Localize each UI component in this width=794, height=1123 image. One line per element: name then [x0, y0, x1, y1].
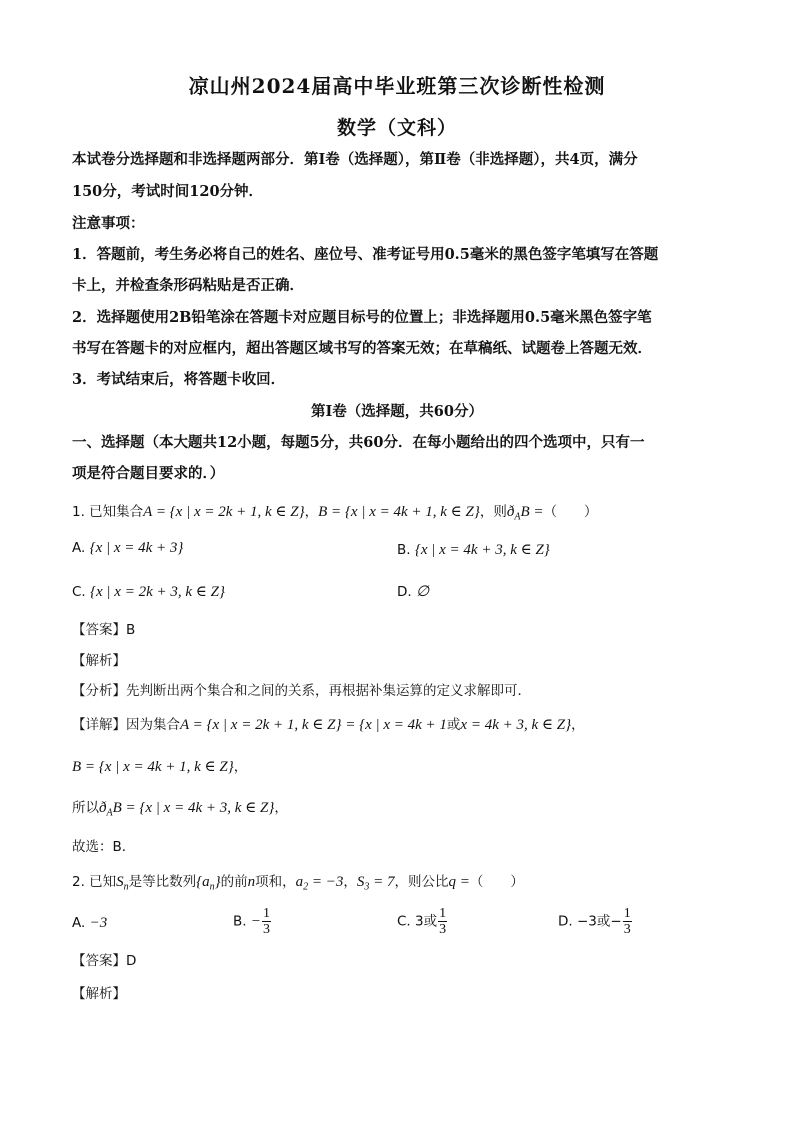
q1-complement-b: B = — [520, 504, 544, 520]
q2-sep: ， — [343, 874, 357, 890]
question-2-stem — [72, 872, 727, 898]
q1-detail-line-2 — [72, 757, 727, 777]
q2-n: n — [247, 874, 256, 890]
q1-answer: 【答案】B — [72, 622, 136, 638]
q2-option-c — [397, 906, 448, 937]
notice-1a: 1．答题前，考生务必将自己的姓名、座位号、准考证号用0.5毫米的黑色签字笔填写在答题 — [72, 246, 659, 263]
q1-option-a-text: {x | x = 4k + 3} — [89, 540, 184, 556]
q2-s3-sub: 3 — [364, 881, 370, 893]
q2-option-b-den: 3 — [262, 922, 270, 937]
q2-option-c-den: 3 — [439, 922, 447, 937]
q1-sep: ， — [304, 504, 319, 520]
q2-a2-sub: 2 — [303, 881, 309, 893]
q1-option-b — [397, 540, 550, 559]
q1-option-b-text: {x | x = 4k + 3, k ∈ Z} — [414, 542, 550, 558]
intro-line-1: 本试卷分选择题和非选择题两部分．第Ⅰ卷（选择题），第Ⅱ卷（非选择题），共4页，满分 — [72, 151, 638, 168]
q2-an: {a — [196, 874, 210, 890]
q2-analysis-title: 【解析】 — [72, 986, 126, 1002]
q1-detail1-text: 因为集合 — [126, 717, 180, 733]
q2-q: q = — [448, 874, 470, 890]
q2-an-close: } — [214, 874, 221, 890]
notice-title: 注意事项： — [72, 215, 145, 232]
section-heading-a: 一、选择题（本大题共12小题，每题5分，共60分．在每小题给出的四个选项中，只有一 — [72, 434, 645, 451]
q1-detail-line-3 — [72, 798, 727, 824]
q2-option-d-label: D. — [558, 913, 573, 930]
q2-mid2: 的前 — [220, 874, 248, 890]
q2-sn-sub: n — [123, 881, 129, 893]
q1-detail1-math: A = {x | x = 2k + 1, k ∈ Z} = {x | x = 4k + 1 — [180, 717, 447, 733]
q2-paren: （ ） — [469, 874, 524, 890]
q2-option-c-fraction — [438, 906, 447, 937]
q2-s3: S — [356, 874, 365, 890]
q1-set-b: B = {x | x = 4k + 1, k ∈ Z} — [318, 504, 480, 520]
q2-option-b-num: 1 — [262, 906, 270, 921]
q1-detail3-complement: ð — [99, 800, 107, 816]
q1-option-a — [72, 540, 183, 557]
notice-3: 3．考试结束后，将答题卡收回． — [72, 371, 286, 388]
q1-option-c — [72, 582, 225, 601]
q1-detail2-end: ， — [233, 759, 248, 775]
q1-choose: 故选：B． — [72, 839, 136, 855]
q1-detail3-sub: A — [106, 807, 113, 819]
question-1-stem — [72, 502, 727, 528]
q1-fenxi-tag: 【分析】 — [72, 683, 126, 699]
q1-analysis-title: 【解析】 — [72, 653, 126, 669]
q2-sn: S — [116, 874, 124, 890]
q1-detail3-text: 所以 — [72, 800, 99, 816]
q2-option-c-label: C. 3或 — [397, 913, 438, 930]
q1-option-d-label: D. — [397, 584, 412, 600]
q2-s3-val: = 7 — [369, 874, 395, 890]
q1-paren: （ ） — [543, 504, 598, 520]
q1-detail1-math2: x = 4k + 3, k ∈ Z} — [460, 717, 572, 733]
notice-2b: 书写在答题卡的对应框内，超出答题区域书写的答案无效；在草稿纸、试题卷上答题无效． — [72, 340, 652, 357]
q2-answer: 【答案】D — [72, 953, 137, 969]
exam-subtitle: 数学（文科） — [336, 117, 457, 139]
q1-prefix: 1. 已知集合 — [72, 504, 144, 520]
q1-complement-symbol: ð — [506, 504, 515, 520]
q2-option-d-num: 1 — [623, 906, 631, 921]
intro-line-2: 150分，考试时间120分钟． — [72, 183, 264, 200]
q2-option-b-fraction — [262, 906, 271, 937]
q2-mid: 是等比数列 — [128, 874, 197, 890]
q2-option-b-label: B. — [233, 913, 247, 930]
q2-mid3: 项和， — [255, 874, 296, 890]
section-heading-b: 项是符合题目要求的．） — [72, 465, 225, 482]
q1-set-a: A = {x | x = 2k + 1, k ∈ Z} — [143, 504, 305, 520]
q2-option-b — [233, 906, 272, 937]
q2-an-sub: n — [209, 881, 215, 893]
q2-option-a — [72, 915, 107, 932]
exam-title: 凉山州2024届高中毕业班第三次诊断性检测 — [188, 74, 606, 98]
q1-option-c-label: C. — [72, 584, 86, 600]
q1-fenxi-text: 先判断出两个集合和之间的关系，再根据补集运算的定义求解即可． — [126, 683, 531, 699]
notice-1b: 卡上，并检查条形码粘贴是否正确． — [72, 277, 304, 294]
q2-option-d-pre: −3或− — [576, 913, 622, 930]
q1-option-b-label: B. — [397, 542, 411, 558]
q1-option-c-text: {x | x = 2k + 3, k ∈ Z} — [90, 584, 225, 600]
q2-option-d — [558, 906, 633, 937]
notice-2a: 2．选择题使用2B铅笔涂在答题卡对应题目标号的位置上；非选择题用0.5毫米黑色签字笔 — [72, 309, 652, 326]
q1-detail-tag: 【详解】 — [72, 717, 126, 733]
q1-complement-sub: A — [514, 511, 521, 523]
q2-prefix: 2. 已知 — [72, 874, 117, 890]
q1-ask: ，则 — [479, 504, 507, 520]
q1-detail1-or: 或 — [446, 717, 461, 733]
q2-option-a-label: A. — [72, 915, 86, 931]
q1-detail2-math: B = {x | x = 4k + 1, k ∈ Z} — [72, 759, 234, 775]
q1-detail1-end: ， — [571, 717, 585, 733]
q1-option-a-label: A. — [72, 540, 86, 556]
q2-ask: ，则公比 — [394, 874, 449, 890]
q1-option-d — [397, 582, 429, 601]
q1-fenxi — [72, 681, 727, 701]
q2-option-b-sign: − — [250, 913, 261, 930]
section-title: 第Ⅰ卷（选择题，共60分） — [311, 403, 483, 420]
q1-option-d-text: ∅ — [415, 584, 430, 600]
q2-option-a-text: −3 — [89, 915, 108, 931]
q1-detail-line-1 — [72, 715, 727, 735]
q2-a2: a — [295, 874, 304, 890]
q2-option-d-den: 3 — [623, 922, 631, 937]
q1-detail3-end: ， — [274, 800, 288, 816]
q2-option-c-num: 1 — [439, 906, 447, 921]
q2-option-d-fraction — [623, 906, 632, 937]
q2-a2-val: = −3 — [308, 874, 344, 890]
q1-detail3-math2: B = {x | x = 4k + 3, k ∈ Z} — [112, 800, 275, 816]
